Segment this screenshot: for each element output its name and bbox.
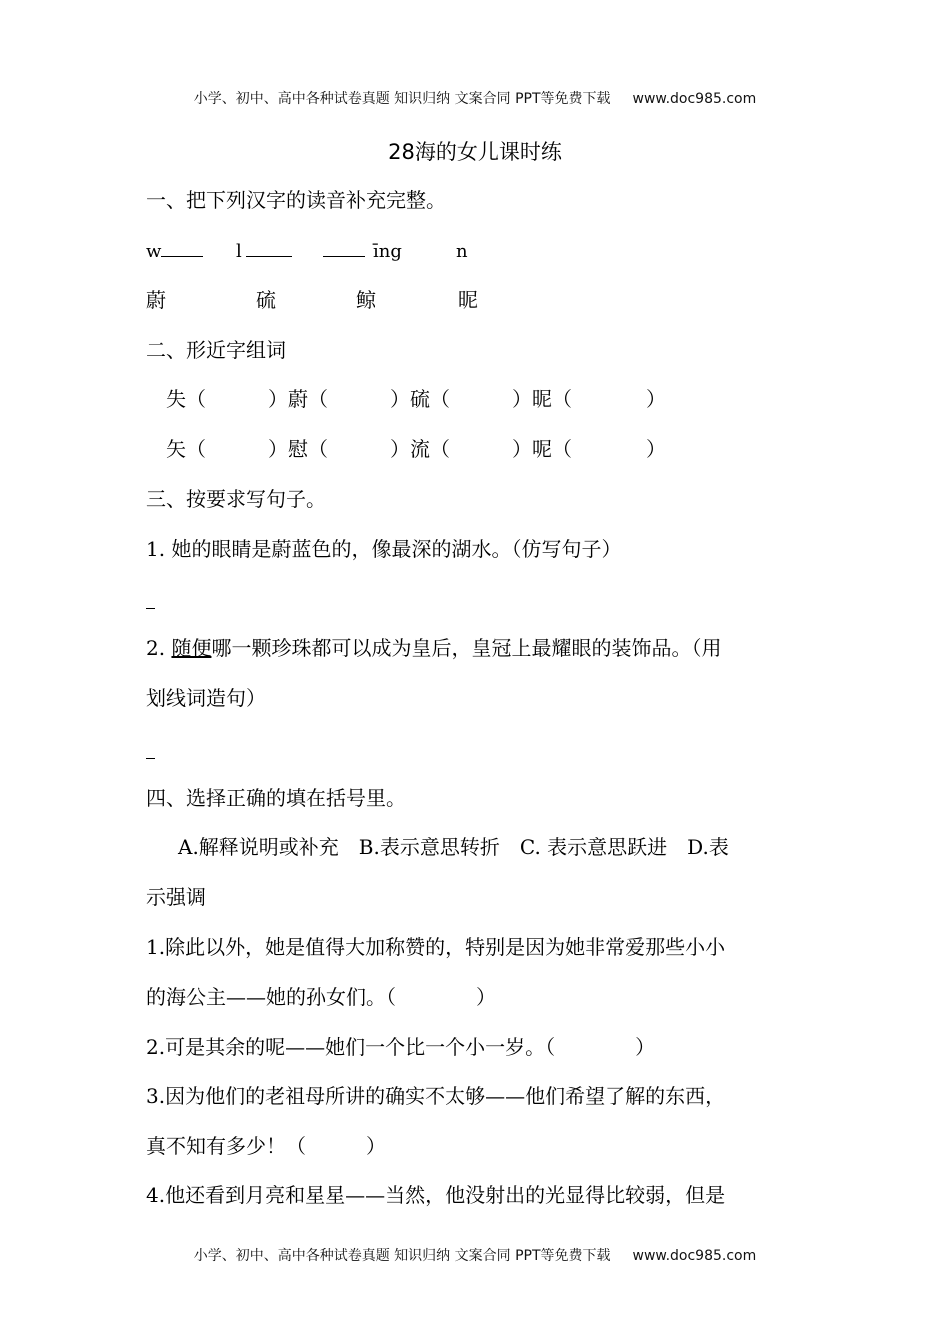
section1-heading: 一、把下列汉字的读音补充完整。 bbox=[146, 188, 446, 212]
pinyin-2-text: l bbox=[236, 241, 242, 262]
row1-part-5: ） bbox=[646, 387, 666, 411]
pinyin-2 bbox=[236, 238, 292, 266]
pinyin-1 bbox=[146, 238, 203, 266]
char-1: 蔚 bbox=[146, 288, 166, 312]
pinyin-3 bbox=[323, 238, 402, 266]
row2-part-1: 矢（ bbox=[166, 437, 206, 461]
footer-text: 小学、初中、高中各种试卷真题 知识归纳 文案合同 PPT等免费下载 bbox=[193, 1248, 611, 1264]
header-site-link[interactable]: www.doc985.com bbox=[632, 91, 757, 107]
char-4: 昵 bbox=[458, 288, 478, 312]
section3-q2-underlined: 随便 bbox=[171, 636, 212, 660]
pinyin-blank-1[interactable] bbox=[161, 238, 203, 257]
section4-q4-line1: 4.他还看到月亮和星星——当然，他没射出的光显得比较弱，但是 bbox=[146, 1183, 726, 1207]
footer-site-link[interactable]: www.doc985.com bbox=[632, 1248, 757, 1264]
pinyin-3-text: īng bbox=[373, 241, 402, 262]
pinyin-blank-3[interactable] bbox=[323, 238, 365, 257]
row1-part-3: ）硫（ bbox=[390, 387, 450, 411]
section4-q3-line1: 3.因为他们的老祖母所讲的确实不太够——他们希望了解的东西， bbox=[146, 1084, 726, 1108]
section4-q1-line1: 1.除此以外，她是值得大加称赞的，特别是因为她非常爱那些小小 bbox=[146, 935, 726, 959]
char-2: 硫 bbox=[256, 288, 276, 312]
section3-q2-num: 2. bbox=[146, 636, 172, 660]
row2-part-2: ）慰（ bbox=[268, 437, 328, 461]
section3-q2-rest: 哪一颗珍珠都可以成为皇后，皇冠上最耀眼的装饰品。（用 bbox=[211, 636, 722, 660]
row2-part-3: ）流（ bbox=[390, 437, 450, 461]
pinyin-4 bbox=[456, 238, 468, 266]
row1-part-4: ）昵（ bbox=[512, 387, 572, 411]
row2-part-4: ）呢（ bbox=[512, 437, 572, 461]
section4-q1-line2: 的海公主——她的孙女们。（ ） bbox=[146, 985, 496, 1009]
section4-q3-line2: 真不知有多少！（ ） bbox=[146, 1134, 386, 1158]
page-title: 28海的女儿课时练 bbox=[388, 140, 562, 164]
pinyin-blank-2[interactable] bbox=[246, 238, 292, 257]
section3-heading: 三、按要求写句子。 bbox=[146, 487, 326, 511]
section4-options-line2: 示强调 bbox=[146, 885, 206, 909]
section4-q2: 2.可是其余的呢——她们一个比一个小一岁。（ ） bbox=[146, 1035, 656, 1059]
pinyin-1-text: w bbox=[146, 241, 162, 262]
row1-part-2: ）蔚（ bbox=[268, 387, 328, 411]
section2-heading: 二、形近字组词 bbox=[146, 338, 286, 362]
answer-line-1[interactable] bbox=[146, 608, 155, 609]
section3-q2-line2: 划线词造句） bbox=[146, 686, 266, 710]
section3-q1: 1. 她的眼睛是蔚蓝色的，像最深的湖水。（仿写句子） bbox=[146, 537, 622, 561]
section4-options-line1: A.解释说明或补充 B.表示意思转折 C. 表示意思跃进 D.表 bbox=[178, 835, 729, 859]
section3-q2 bbox=[146, 634, 721, 662]
page-header bbox=[0, 88, 950, 108]
char-3: 鲸 bbox=[356, 288, 376, 312]
page-footer bbox=[0, 1245, 950, 1265]
section4-heading: 四、选择正确的填在括号里。 bbox=[146, 786, 406, 810]
row2-part-5: ） bbox=[646, 437, 666, 461]
pinyin-4-text: n bbox=[456, 241, 468, 262]
row1-part-1: 失（ bbox=[166, 387, 206, 411]
header-text: 小学、初中、高中各种试卷真题 知识归纳 文案合同 PPT等免费下载 bbox=[193, 91, 611, 107]
answer-line-2[interactable] bbox=[146, 758, 155, 759]
